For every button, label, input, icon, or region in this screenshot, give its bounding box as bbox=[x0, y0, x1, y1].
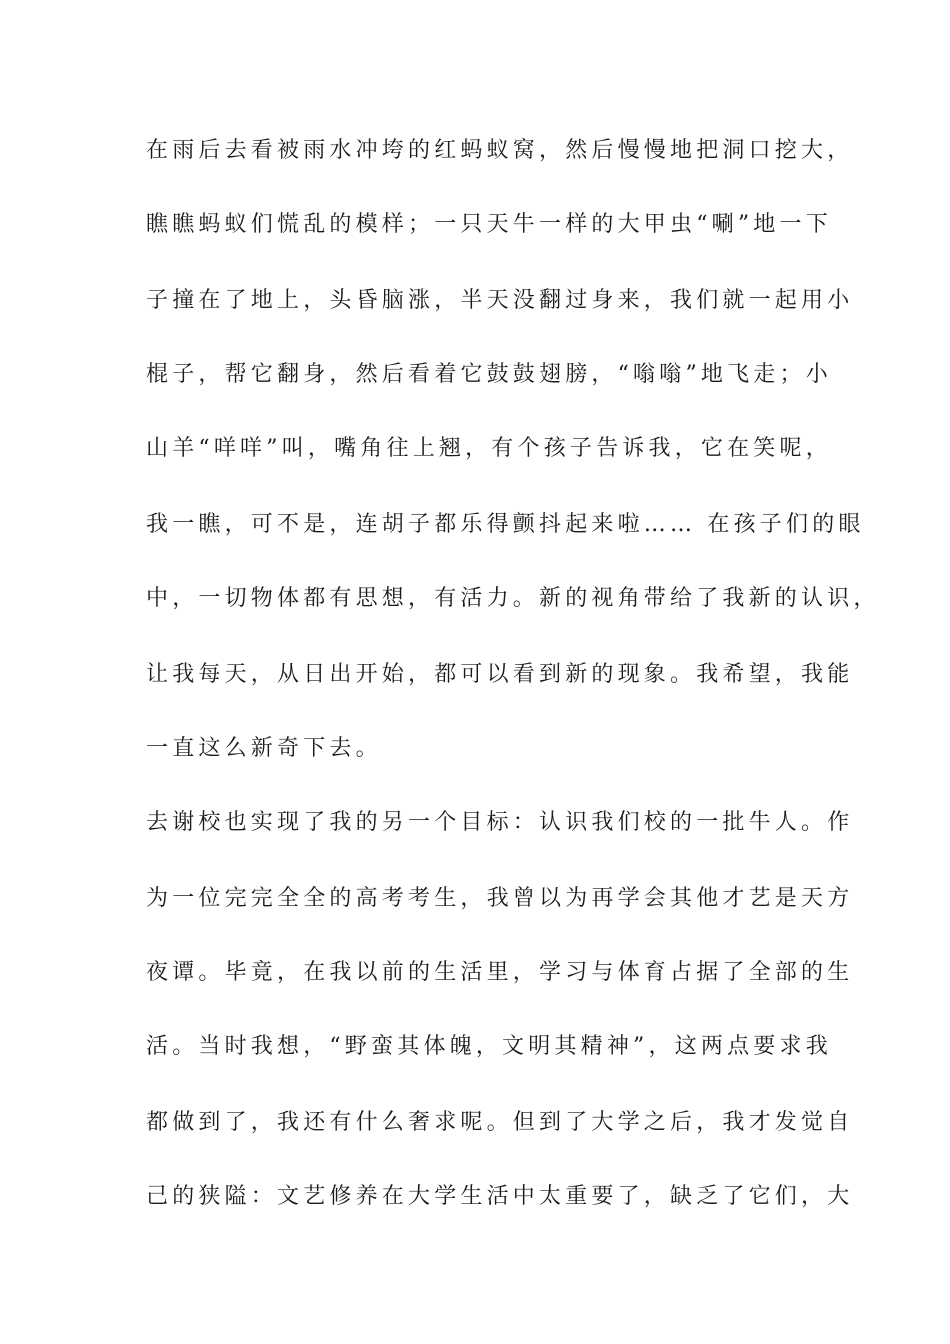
text-line-14: 都做到了，我还有什么奢求呢。但到了大学之后，我才发觉自 bbox=[146, 1110, 854, 1135]
text-line-2: 瞧瞧蚂蚁们慌乱的模样；一只天牛一样的大甲虫“唰”地一下 bbox=[146, 212, 832, 237]
text-line-13: 活。当时我想，“野蛮其体魄，文明其精神”，这两点要求我 bbox=[146, 1034, 832, 1059]
text-line-10: 去谢校也实现了我的另一个目标：认识我们校的一批牛人。作 bbox=[146, 810, 854, 835]
text-line-11: 为一位完完全全的高考考生，我曾以为再学会其他才艺是天方 bbox=[146, 886, 854, 911]
text-line-9: 一直这么新奇下去。 bbox=[146, 736, 382, 761]
text-line-12: 夜谭。毕竟，在我以前的生活里，学习与体育占据了全部的生 bbox=[146, 960, 854, 985]
text-line-8: 让我每天，从日出开始，都可以看到新的现象。我希望，我能 bbox=[146, 662, 854, 687]
text-line-1: 在雨后去看被雨水冲垮的红蚂蚁窝，然后慢慢地把洞口挖大， bbox=[146, 138, 854, 163]
text-line-3: 子撞在了地上，头昏脑涨，半天没翻过身来，我们就一起用小 bbox=[146, 288, 854, 313]
text-line-4: 棍子，帮它翻身，然后看着它鼓鼓翅膀，“嗡嗡”地飞走；小 bbox=[146, 362, 832, 387]
text-line-6: 我一瞧，可不是，连胡子都乐得颤抖起来啦…… 在孩子们的眼 bbox=[146, 512, 865, 537]
text-line-15: 己的狭隘：文艺修养在大学生活中太重要了，缺乏了它们，大 bbox=[146, 1184, 854, 1209]
text-line-5: 山羊“咩咩”叫，嘴角往上翘，有个孩子告诉我，它在笑呢， bbox=[146, 436, 832, 461]
text-line-7: 中，一切物体都有思想，有活力。新的视角带给了我新的认识， bbox=[146, 586, 880, 611]
